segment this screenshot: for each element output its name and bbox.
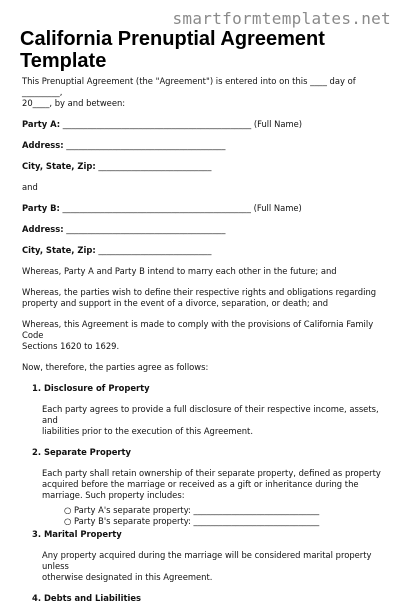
intro-paragraph (22, 76, 390, 109)
party-b-csz-blank[interactable]: ___________________________ (98, 245, 212, 255)
section-heading (22, 529, 390, 540)
section-number: 3. (32, 529, 42, 539)
section-title: Marital Property (43, 529, 122, 539)
party-a-csz-field[interactable] (22, 161, 390, 172)
whereas-clause-1: Whereas, Party A and Party B intend to marry each other in the future; and (22, 266, 337, 276)
party-a-csz-blank[interactable]: ___________________________ (98, 161, 212, 171)
party-a-address-blank[interactable]: ______________________________________ (66, 140, 226, 150)
section-separate-property (22, 447, 390, 458)
therefore-clause: Now, therefore, the parties agree as follows: (22, 362, 209, 372)
section-heading (22, 383, 390, 394)
party-b-label: Party B: (22, 203, 60, 213)
party-a-name-field[interactable] (22, 119, 390, 130)
party-b-csz-field[interactable] (22, 245, 390, 256)
section-heading (22, 447, 390, 458)
section-line: otherwise designated in this Agreement. (42, 572, 213, 582)
section-line: acquired before the marriage or received as a gift or inheritance during the (42, 479, 359, 489)
and-text: and (22, 182, 38, 192)
section-body (42, 550, 390, 583)
full-name-hint: (Full Name) (250, 203, 302, 213)
party-b-address-field[interactable] (22, 224, 390, 235)
section-title: Debts and Liabilities (43, 593, 141, 603)
address-label: Address: (22, 224, 64, 234)
section-body (42, 404, 390, 437)
party-a-separate-property-field[interactable]: ○ Party A's separate property: ______________________________ (64, 505, 320, 515)
city-state-zip-label: City, State, Zip: (22, 161, 96, 171)
section-debts (22, 593, 390, 604)
section-heading (22, 593, 390, 604)
address-label: Address: (22, 140, 64, 150)
whereas-clause-2 (22, 287, 390, 309)
section-number: 2. (32, 447, 42, 457)
party-a-blank[interactable]: _____________________________________________ (62, 119, 252, 129)
party-b-address-blank[interactable]: ______________________________________ (66, 224, 226, 234)
section-line: Each party agrees to provide a full disclosure of their respective income, assets, and (42, 404, 379, 425)
section-line: Each party shall retain ownership of their separate property, defined as property (42, 468, 381, 478)
section-line: liabilities prior to the execution of this Agreement. (42, 426, 253, 436)
section-title: Separate Property (43, 447, 131, 457)
site-watermark: smartformtemplates.net (172, 9, 391, 28)
intro-line: 20____, by and between: (22, 98, 126, 108)
section-line: marriage. Such property includes: (42, 490, 185, 500)
clause-line: property and support in the event of a divorce, separation, or death; and (22, 298, 329, 308)
party-b-separate-property-field[interactable]: ○ Party B's separate property: ______________________________ (64, 516, 320, 526)
document-title: California Prenuptial Agreement Template (20, 28, 325, 72)
document-body (22, 76, 390, 614)
party-a-label: Party A: (22, 119, 61, 129)
section-title: Disclosure of Property (43, 383, 150, 393)
city-state-zip-label: City, State, Zip: (22, 245, 96, 255)
clause-line: Sections 1620 to 1629. (22, 341, 120, 351)
section-number: 4. (32, 593, 42, 603)
intro-line: This Prenuptial Agreement (the "Agreement") is entered into on this ____ day of _________, (22, 76, 356, 97)
full-name-hint: (Full Name) (251, 119, 303, 129)
section-number: 1. (32, 383, 42, 393)
section-body (42, 468, 390, 501)
clause-line: Whereas, the parties wish to define their respective rights and obligations regarding (22, 287, 377, 297)
party-b-name-field[interactable] (22, 203, 390, 214)
section-disclosure (22, 383, 390, 394)
party-a-address-field[interactable] (22, 140, 390, 151)
section-marital-property (22, 529, 390, 540)
section-line: Any property acquired during the marriage will be considered marital property unless (42, 550, 372, 571)
whereas-clause-3 (22, 319, 390, 352)
party-b-blank[interactable]: _____________________________________________ (62, 203, 251, 213)
clause-line: Whereas, this Agreement is made to comply with the provisions of California Family Code (22, 319, 374, 340)
